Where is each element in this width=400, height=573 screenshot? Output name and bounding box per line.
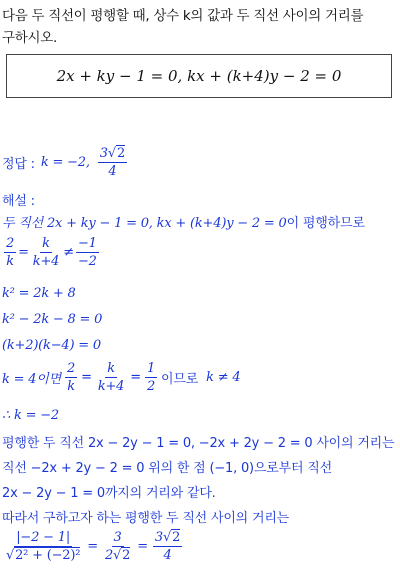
solution-line-1-math: 두 직선 2x + ky − 1 = 0, kx + (k+4)y − 2 = 0 [2, 216, 287, 231]
l12-frac2-den-coef: 2 [104, 548, 114, 563]
solution-line-10: 2x − 2y − 1 = 0까지의 거리와 같다. [2, 486, 216, 501]
answer-distance-fraction: $\frac{3√2}{4}$ [99, 146, 126, 179]
l6-prefix: k = 4이면 [2, 372, 62, 387]
solution-line-2: $\frac{2}{k}$ = $\frac{k}{k+4}$ ≠ $\frac{-1}{-2}$ [6, 236, 97, 269]
solution-line-3: k² = 2k + 8 [2, 286, 76, 301]
solution-line-4: k² − 2k − 8 = 0 [2, 312, 103, 327]
answer-den: 4 [108, 164, 117, 179]
solution-line-9: 직선 −2x + 2y − 2 = 0 위의 한 점 (−1, 0)으로부터 직선 [2, 461, 332, 476]
answer-k: k = −2, [40, 155, 90, 170]
question-line-2: 구하시오. [2, 30, 57, 46]
solution-line-6: k = 4이면 $\frac{2}{k}$ = $\frac{k}{k+4}$ = $\frac{1}{2}$ 이므로 k ≠ 4 [2, 361, 241, 394]
equations-text: 2x + ky − 1 = 0, kx + (k+4)y − 2 = 0 [56, 67, 342, 85]
l12-frac3-num-rad: 2 [172, 530, 181, 545]
l2-frac2-num: k [42, 236, 50, 251]
l6-text: 이므로 [161, 372, 199, 387]
l2-frac1-num: 2 [6, 236, 15, 251]
l6-frac2-num: k [107, 361, 115, 376]
solution-line-7: ∴ k = −2 [2, 408, 60, 423]
solution-line-1 [2, 212, 365, 231]
l12-frac3-num-coef: 3 [154, 530, 163, 545]
solution-line-5: (k+2)(k−4) = 0 [2, 338, 101, 353]
l2-frac3-num: −1 [77, 236, 97, 251]
l12-frac2-den-rad: 2 [122, 548, 131, 563]
l6-frac2-den: k+4 [97, 379, 125, 394]
answer-row [2, 146, 129, 179]
l6-frac3-den: 2 [146, 379, 156, 394]
l2-frac2-den: k+4 [32, 254, 60, 269]
l2-not-equal: ≠ [63, 245, 74, 260]
solution-line-1-text: 이 평행하므로 [286, 216, 365, 231]
question-line-1: 다음 두 직선이 평행할 때, 상수 k의 값과 두 직선 사이의 거리를 [2, 8, 364, 24]
equation-box [6, 54, 392, 98]
l12-frac3-den: 4 [163, 548, 172, 563]
l12-frac1-num: |−2 − 1| [16, 530, 71, 545]
answer-label: 정답 : [2, 157, 35, 172]
solution-label: 해설 : [2, 194, 35, 209]
l6-frac3-num: 1 [146, 361, 156, 376]
solution-line-11: 따라서 구하고자 하는 평행한 두 직선 사이의 거리는 [2, 511, 290, 526]
l2-frac3-den: −2 [77, 254, 97, 269]
answer-num-coef: 3 [99, 146, 108, 161]
answer-num-rad: 2 [116, 146, 126, 161]
l2-frac1-den: k [6, 254, 14, 269]
solution-line-8: 평행한 두 직선 2x − 2y − 1 = 0, −2x + 2y − 2 = 0 사이의 거리는 [2, 436, 395, 451]
solution-line-12: $\frac{|-2 - 1|}{\text{√2² + (−2)²}}$ = $\frac{3}{2√2}$ = $\frac{3√2}{4}$ [6, 530, 181, 563]
l6-frac1-num: 2 [67, 361, 76, 376]
l12-frac2-num: 3 [113, 530, 122, 545]
l12-frac1-den: 2² + (−2)² [15, 548, 81, 563]
l6-condition: k ≠ 4 [206, 370, 241, 385]
l6-frac1-den: k [67, 379, 75, 394]
